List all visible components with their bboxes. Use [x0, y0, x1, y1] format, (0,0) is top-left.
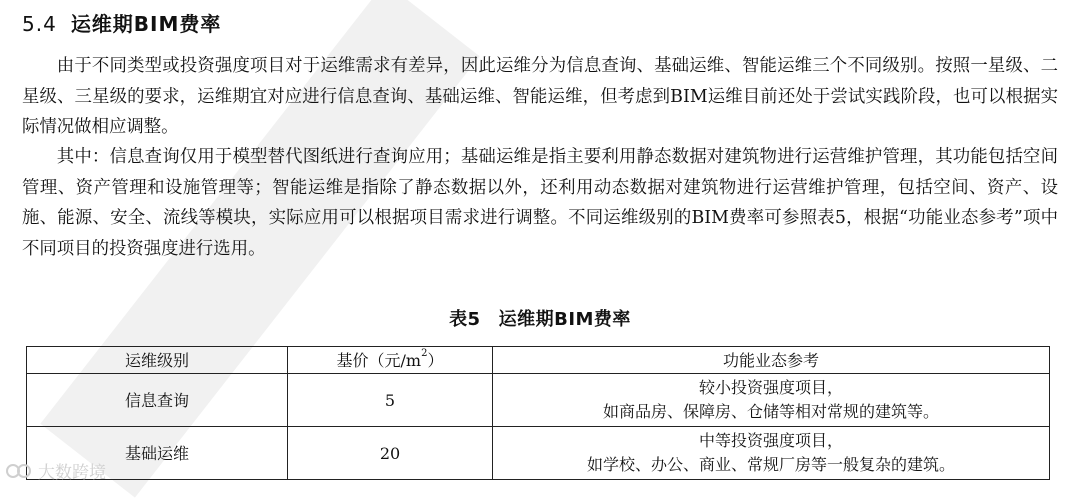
header-reference: 功能业态参考	[493, 347, 1050, 374]
cell-level: 基础运维	[27, 427, 288, 480]
cell-price: 20	[288, 427, 493, 480]
table-row	[27, 374, 1050, 427]
watermark-logo-text: 大数跨境	[38, 463, 106, 483]
reference-line-2: 如学校、办公、商业、常规厂房等一般复杂的建筑。	[586, 455, 955, 474]
header-level: 运维级别	[27, 347, 288, 374]
watermark-logo	[4, 458, 106, 483]
section-title-text: 运维期BIM费率	[70, 12, 222, 36]
paragraph-2: 其中：信息查询仅用于模型替代图纸进行查询应用；基础运维是指主要利用静态数据对建筑物进行运营维护管理，其功能包括空间管理、资产管理和设施管理等；智能运维是指除了静态数据以外，还利用动态数据对建筑物进行运营维护管理，包括空间、资产、设施、能源、安全、流线等模块，实际应用可以根据项目需求进行调整。不同运维级别的BIM费率可参照表5，根据“功能业态参考”项中不同项目的投资强度进行选用。	[22, 147, 1058, 259]
table-row	[27, 427, 1050, 480]
header-price-sup: 2	[421, 347, 428, 359]
cell-reference	[493, 374, 1050, 427]
section-number: 5.4	[22, 12, 57, 36]
header-price-text: 基价（元/m	[336, 350, 422, 370]
reference-line-1: 较小投资强度项目，	[698, 378, 843, 397]
cell-reference	[493, 427, 1050, 480]
cell-price: 5	[288, 374, 493, 427]
table-caption	[0, 305, 1080, 331]
paragraph-1: 由于不同类型或投资强度项目对于运维需求有差异，因此运维分为信息查询、基础运维、智能运维三个不同级别。按照一星级、二星级、三星级的要求，运维期宜对应进行信息查询、基础运维、智能运维，但考虑到BIM运维目前还处于尝试实践阶段，也可以根据实际情况做相应调整。	[22, 56, 1058, 137]
rate-table	[26, 346, 1050, 480]
section-heading	[22, 8, 221, 37]
header-price-close: ）	[427, 350, 444, 370]
header-price	[288, 347, 493, 374]
table-header-row	[27, 347, 1050, 374]
table-caption-title: 运维期BIM费率	[498, 309, 631, 330]
reference-line-2: 如商品房、保障房、仓储等相对常规的建筑等。	[602, 402, 939, 421]
reference-line-1: 中等投资强度项目，	[698, 431, 843, 450]
watermark-logo-icon	[4, 460, 34, 482]
table-caption-number: 表5	[449, 309, 481, 330]
cell-level: 信息查询	[27, 374, 288, 427]
